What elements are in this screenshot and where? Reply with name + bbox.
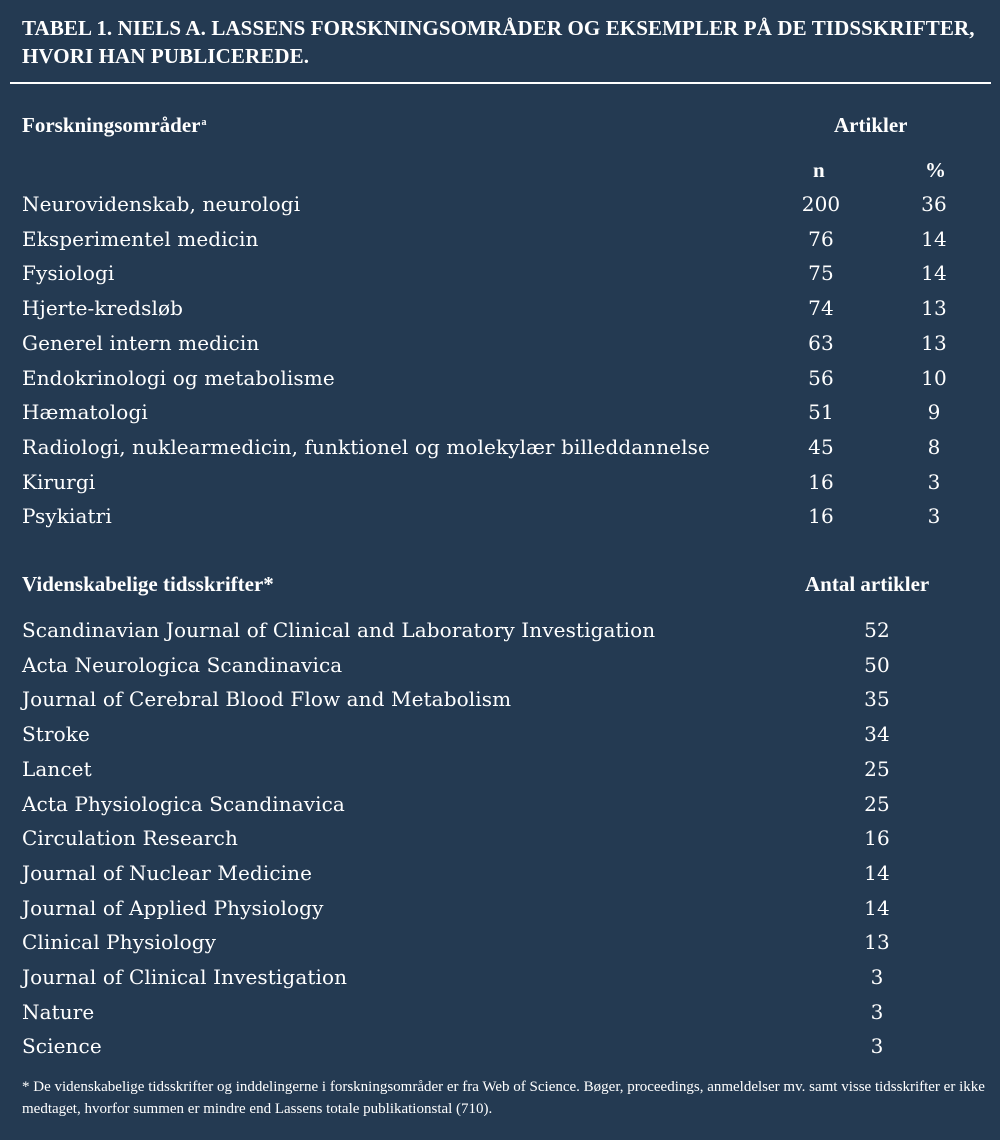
journal-article-count: 3 bbox=[870, 999, 884, 1024]
table-row bbox=[0, 925, 1000, 959]
article-percent: 10 bbox=[921, 365, 947, 390]
research-header-label: Forskningsområder bbox=[22, 113, 201, 137]
table-row bbox=[0, 187, 1000, 221]
journal-name: Acta Neurologica Scandinavica bbox=[22, 652, 343, 677]
journal-name: Journal of Clinical Investigation bbox=[22, 965, 348, 989]
table-row bbox=[0, 717, 1000, 751]
journal-article-count: 14 bbox=[864, 895, 890, 920]
table-row bbox=[0, 326, 1000, 360]
table-row bbox=[0, 891, 1000, 925]
journal-name: Clinical Physiology bbox=[22, 930, 217, 955]
table-row bbox=[0, 821, 1000, 855]
article-percent: 13 bbox=[921, 330, 947, 355]
table-row bbox=[0, 682, 1000, 716]
article-count: 16 bbox=[808, 469, 834, 494]
footnote: * De videnskabelige tidsskrifter og inddelingerne i forskningsområder er fra Web of Science. Bøger, proceedings, anmeldelser mv. samt visse tidsskrifter er ikke medtaget, hvorfor summen er mindre end Lassens totale publikationstal (710). bbox=[22, 1079, 985, 1117]
table-row bbox=[0, 648, 1000, 682]
table-row bbox=[0, 613, 1000, 647]
journal-article-count: 25 bbox=[864, 756, 890, 781]
journal-article-count: 16 bbox=[864, 826, 890, 851]
journal-name: Scandinavian Journal of Clinical and Laboratory Investigation bbox=[22, 618, 656, 642]
journal-article-count: 14 bbox=[864, 860, 890, 885]
journal-name: Journal of Applied Physiology bbox=[22, 895, 324, 920]
journal-name: Journal of Cerebral Blood Flow and Metabolism bbox=[22, 687, 512, 712]
research-area: Hæmatologi bbox=[22, 400, 148, 425]
article-count: 51 bbox=[808, 400, 834, 425]
table-row bbox=[0, 430, 1000, 464]
article-percent: 8 bbox=[927, 434, 941, 459]
journal-name: Nature bbox=[22, 999, 95, 1024]
articles-header: Artikler bbox=[834, 113, 908, 137]
research-area: Generel intern medicin bbox=[22, 330, 260, 355]
article-percent: 3 bbox=[927, 469, 941, 494]
journal-name: Acta Physiologica Scandinavica bbox=[22, 791, 345, 816]
research-area: Eksperimentel medicin bbox=[22, 226, 259, 251]
table-row bbox=[0, 960, 1000, 994]
table-row bbox=[0, 787, 1000, 821]
article-count: 75 bbox=[808, 261, 834, 286]
journal-article-count: 50 bbox=[864, 652, 890, 677]
article-percent: 13 bbox=[921, 296, 947, 321]
journal-name: Science bbox=[22, 1034, 102, 1059]
article-count: 45 bbox=[808, 434, 834, 459]
journals-header: Videnskabelige tidsskrifter* bbox=[22, 572, 274, 596]
journal-article-count: 3 bbox=[870, 965, 884, 989]
col-pct-header: % bbox=[925, 158, 946, 182]
table-row bbox=[0, 395, 1000, 429]
article-percent: 14 bbox=[921, 226, 947, 251]
journal-name: Stroke bbox=[22, 722, 90, 747]
table-row bbox=[0, 752, 1000, 786]
article-percent: 3 bbox=[927, 504, 941, 529]
research-area: Neurovidenskab, neurologi bbox=[22, 192, 301, 216]
table-row bbox=[0, 361, 1000, 395]
table-row bbox=[0, 499, 1000, 533]
article-percent: 36 bbox=[921, 192, 947, 216]
research-area: Endokrinologi og metabolisme bbox=[22, 365, 335, 390]
journal-article-count: 34 bbox=[864, 722, 890, 747]
journal-name: Lancet bbox=[22, 756, 92, 781]
journal-name: Circulation Research bbox=[22, 826, 238, 851]
journal-article-count: 52 bbox=[864, 618, 890, 642]
table-row bbox=[0, 222, 1000, 256]
table-row bbox=[0, 856, 1000, 890]
journal-article-count: 35 bbox=[864, 687, 890, 712]
table-row bbox=[0, 465, 1000, 499]
table-row bbox=[0, 1029, 1000, 1063]
research-area: Fysiologi bbox=[22, 261, 115, 286]
journal-name: Journal of Nuclear Medicine bbox=[22, 860, 313, 885]
col-n-header: n bbox=[813, 158, 825, 182]
title-rule bbox=[10, 82, 991, 84]
article-count: 16 bbox=[808, 504, 834, 529]
journal-article-count: 13 bbox=[864, 930, 890, 955]
research-area: Hjerte-kredsløb bbox=[22, 296, 183, 321]
journal-article-count: 3 bbox=[870, 1034, 884, 1059]
article-percent: 9 bbox=[927, 400, 941, 425]
article-count: 63 bbox=[808, 330, 834, 355]
research-header bbox=[22, 112, 207, 138]
research-header-footnote-mark: a bbox=[201, 117, 207, 128]
article-count: 76 bbox=[808, 226, 834, 251]
article-percent: 14 bbox=[921, 261, 947, 286]
research-area: Psykiatri bbox=[22, 504, 112, 529]
journal-article-count: 25 bbox=[864, 791, 890, 816]
table-row bbox=[0, 256, 1000, 290]
article-count: 74 bbox=[808, 296, 834, 321]
table-title: TABEL 1. NIELS A. LASSENS FORSKNINGSOMRÅDER OG EKSEMPLER PÅ DE TIDSSKRIFTER, HVORI HAN PUBLICEREDE. bbox=[22, 16, 975, 68]
article-count: 200 bbox=[801, 192, 841, 216]
count-header: Antal artikler bbox=[805, 572, 930, 596]
table-row bbox=[0, 995, 1000, 1029]
research-area: Radiologi, nuklearmedicin, funktionel og molekylær billeddannelse bbox=[22, 434, 710, 459]
research-area: Kirurgi bbox=[22, 469, 96, 494]
table-row bbox=[0, 291, 1000, 325]
article-count: 56 bbox=[808, 365, 834, 390]
